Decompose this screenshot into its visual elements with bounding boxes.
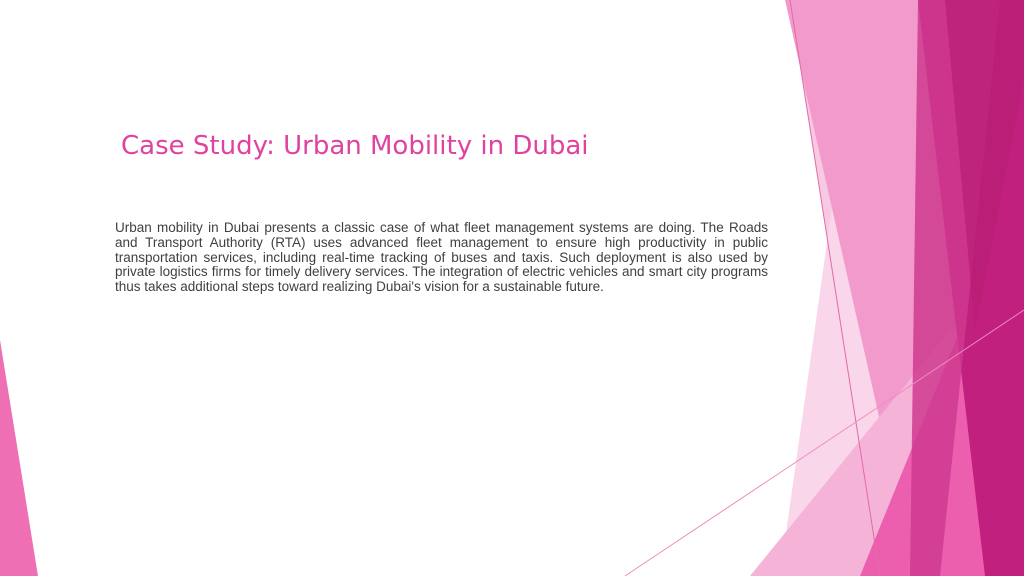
slide-body-text: Urban mobility in Dubai presents a classic case of what fleet management systems are doing. The Roads and Transport Authority (RTA) uses advanced fleet management to ensure high productivity in public transportation services, including real-time tracking of buses and taxis. Such deployment is also used by private logistics firms for timely delivery services. The integration of electric vehicles and smart city programs thus takes additional steps toward realizing Dubai's vision for a sustainable future. [115,220,768,295]
facet-left-edge [0,340,38,576]
slide-title: Case Study: Urban Mobility in Dubai [121,131,589,161]
